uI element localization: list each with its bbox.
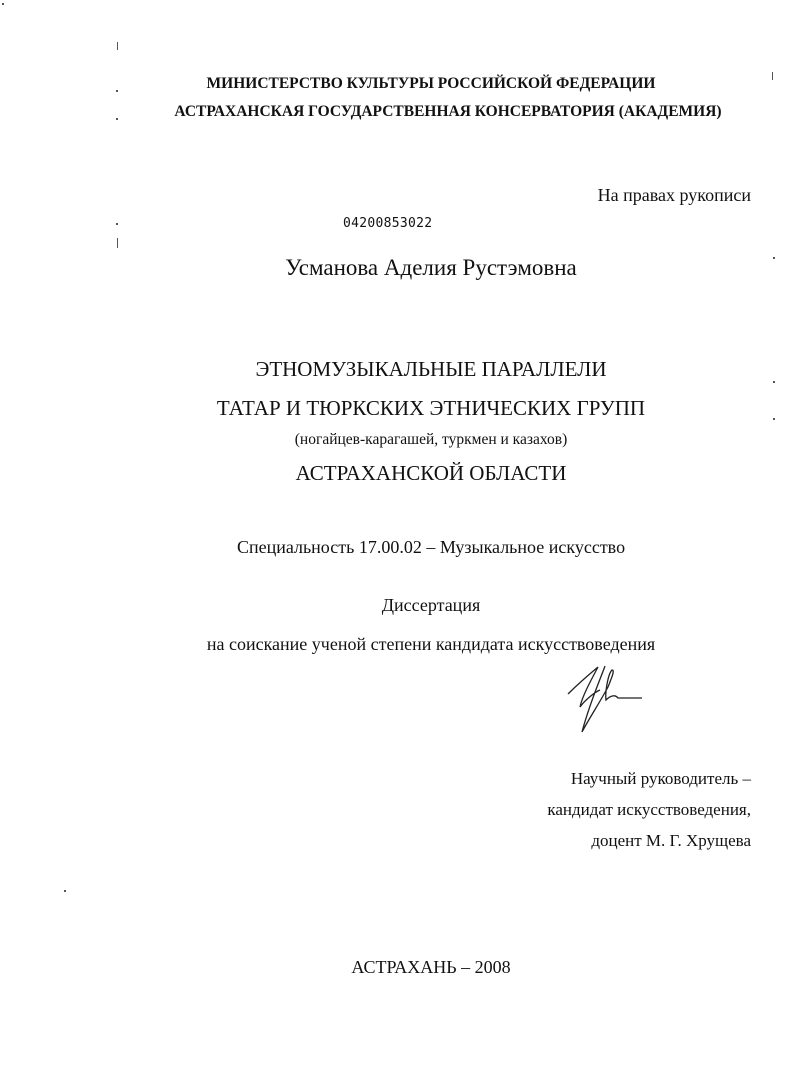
- supervisor-signature: [560, 662, 650, 737]
- scan-speck: [773, 418, 775, 420]
- supervisor-role: Научный руководитель –: [570, 769, 751, 788]
- scan-speck: [116, 90, 118, 92]
- scan-speck: [772, 72, 773, 80]
- scan-speck: [773, 257, 775, 259]
- title-subtitle: (ногайцев-карагашей, туркмен и казахов): [294, 431, 568, 448]
- city-year: АСТРАХАНЬ – 2008: [351, 957, 511, 977]
- title-line-2: ТАТАР И ТЮРКСКИХ ЭТНИЧЕСКИХ ГРУПП: [216, 396, 646, 420]
- supervisor-degree: кандидат искусствоведения,: [547, 800, 751, 819]
- manuscript-note: На правах рукописи: [597, 185, 751, 205]
- scan-speck: [64, 890, 66, 892]
- title-line-4: АСТРАХАНСКОЙ ОБЛАСТИ: [295, 461, 567, 485]
- catalog-number: 04200853022: [343, 216, 433, 231]
- work-type: Диссертация: [381, 595, 481, 615]
- degree: на соискание ученой степени кандидата искусствоведения: [206, 634, 656, 654]
- scan-speck: [2, 3, 4, 5]
- scan-speck: [116, 223, 118, 225]
- institution-heading: АСТРАХАНСКАЯ ГОСУДАРСТВЕННАЯ КОНСЕРВАТОРИЯ (АКАДЕМИЯ): [174, 103, 722, 120]
- title-line-1: ЭТНОМУЗЫКАЛЬНЫЕ ПАРАЛЛЕЛИ: [255, 357, 607, 381]
- scan-speck: [116, 118, 118, 120]
- scan-speck: [773, 381, 775, 383]
- scan-speck: [117, 42, 118, 50]
- scan-speck: [117, 238, 118, 248]
- ministry-heading: МИНИСТЕРСТВО КУЛЬТУРЫ РОССИЙСКОЙ ФЕДЕРАЦИИ: [206, 75, 656, 92]
- supervisor-name: доцент М. Г. Хрущева: [591, 831, 751, 850]
- author-name: Усманова Аделия Рустэмовна: [285, 255, 577, 280]
- specialty: Специальность 17.00.02 – Музыкальное искусство: [236, 537, 626, 557]
